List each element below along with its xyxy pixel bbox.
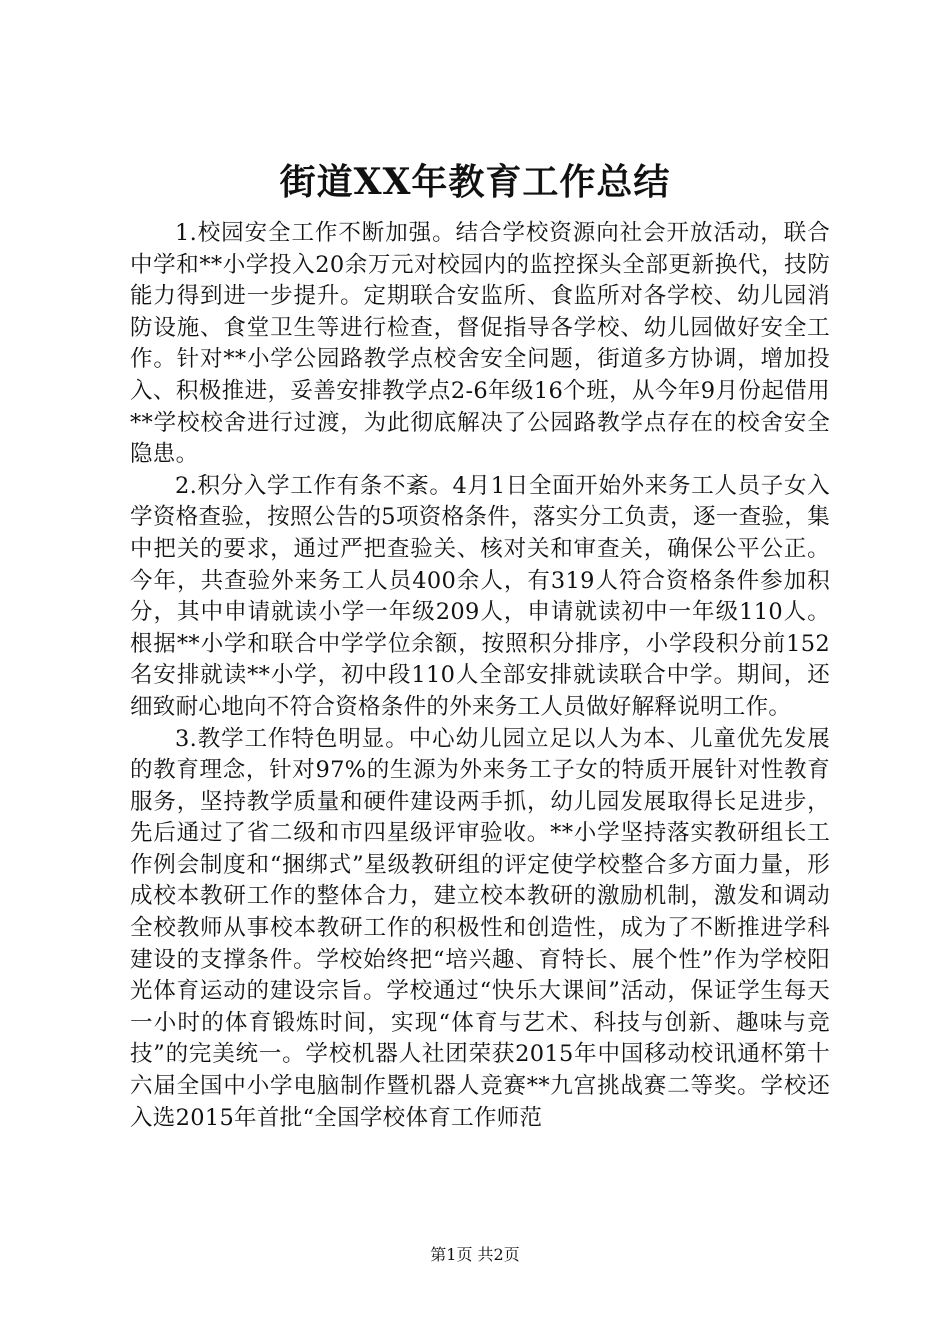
- paragraph-campus-safety: 1.校园安全工作不断加强。结合学校资源向社会开放活动，联合中学和**小学投入20余万元对校园内的监控探头全部更新换代，技防能力得到进一步提升。定期联合安监所、食监所对各学校、幼儿园消防设施、食堂卫生等进行检查，督促指导各学校、幼儿园做好安全工作。针对**小学公园路教学点校舍安全问题，街道多方协调，增加投入、积极推进，妥善安排教学点2-6年级16个班，从今年9月份起借用**学校校舍进行过渡，为此彻底解决了公园路教学点存在的校舍安全隐患。: [130, 220, 830, 468]
- paragraph-points-enrollment: 2.积分入学工作有条不紊。4月1日全面开始外来务工人员子女入学资格查验，按照公告的5项资格条件，落实分工负责，逐一查验，集中把关的要求，通过严把查验关、核对关和审查关，确保公平公正。今年，共查验外来务工人员400余人，有319人符合资格条件参加积分，其中申请就读小学一年级209人，申请就读初中一年级110人。根据**小学和联合中学学位余额，按照积分排序，小学段积分前152名安排就读**小学，初中段110人全部安排就读联合中学。期间，还细致耐心地向不符合资格条件的外来务工人员做好解释说明工作。: [130, 472, 830, 720]
- document-title: 街道XX年教育工作总结: [279, 161, 671, 203]
- document-body: [130, 218, 830, 1134]
- page-number-footer: 第1页 共2页: [430, 1245, 520, 1264]
- paragraph-teaching-features: 3.教学工作特色明显。中心幼儿园立足以人为本、儿童优先发展的教育理念，针对97%的生源为外来务工子女的特质开展针对性教育服务，坚持教学质量和硬件建设两手抓，幼儿园发展取得长足进步，先后通过了省二级和市四星级评审验收。**小学坚持落实教研组长工作例会制度和“捆绑式”星级教研组的评定使学校整合多方面力量，形成校本教研工作的整体合力，建立校本教研的激励机制，激发和调动全校教师从事校本教研工作的积极性和创造性，成为了不断推进学科建设的支撑条件。学校始终把“培兴趣、育特长、展个性”作为学校阳光体育运动的建设宗旨。学校通过“快乐大课间”活动，保证学生每天一小时的体育锻炼时间，实现“体育与艺术、科技与创新、趣味与竞技”的完美统一。学校机器人社团荣获2015年中国移动校讯通杯第十六届全国中小学电脑制作暨机器人竞赛**九宫挑战赛二等奖。学校还入选2015年首批“全国学校体育工作师范: [130, 725, 830, 1131]
